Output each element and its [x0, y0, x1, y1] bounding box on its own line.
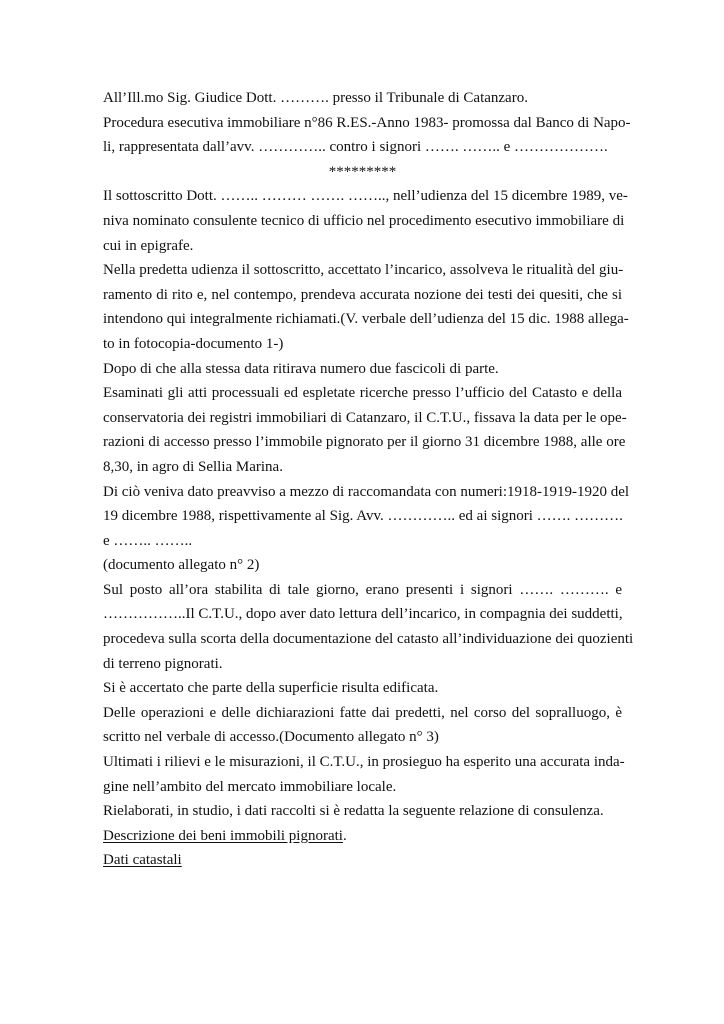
- body-line: cui in epigrafe.: [103, 237, 194, 254]
- body-line: ……………..Il C.T.U., dopo aver dato lettura dell’incarico, in compagnia dei suddetti,: [103, 606, 623, 623]
- section-heading-descrizione: Descrizione dei beni immobili pignorati: [103, 827, 343, 844]
- body-line: di terreno pignorati.: [103, 655, 223, 672]
- procedure-line: Procedura esecutiva immobiliare n°86 R.ES.-Anno 1983- promossa dal Banco di Napo-: [103, 114, 631, 131]
- body-line: scritto nel verbale di accesso.(Documento allegato n° 3): [103, 729, 439, 746]
- body-line: Il sottoscritto Dott. …….. ……… ……. …….., nell’udienza del 15 dicembre 1989, ve-: [103, 188, 628, 205]
- body-line: procedeva sulla scorta della documentazione del catasto all’individuazione dei quozienti: [103, 631, 634, 648]
- body-line: Si è accertato che parte della superficie risulta edificata.: [103, 680, 439, 697]
- body-line: Dopo di che alla stessa data ritirava numero due fascicoli di parte.: [103, 360, 499, 377]
- body-line: razioni di accesso presso l’immobile pignorato per il giorno 31 dicembre 1988, alle ore: [103, 434, 626, 451]
- section-heading-dati-catastali: Dati catastali: [103, 852, 182, 869]
- body-line: Ultimati i rilievi e le misurazioni, il C.T.U., in prosieguo ha esperito una accurata inda-: [103, 754, 625, 771]
- body-line: Rielaborati, in studio, i dati raccolti si è redatta la seguente relazione di consulenza.: [103, 803, 604, 820]
- addressee-line: All’Ill.mo Sig. Giudice Dott. ………. presso il Tribunale di Catanzaro.: [103, 90, 528, 106]
- body-line: ramento di rito e, nel contempo, prendeva accurata nozione dei testi dei quesiti, che si: [103, 286, 622, 303]
- body-line: Nella predetta udienza il sottoscritto, accettato l’incarico, assolveva le ritualità del giu-: [103, 262, 624, 279]
- body-line: Di ciò veniva dato preavviso a mezzo di raccomandata con numeri:1918-1919-1920 del: [103, 483, 630, 500]
- heading-period: .: [342, 827, 347, 844]
- section-separator: *********: [328, 163, 397, 180]
- body-line: 8,30, in agro di Sellia Marina.: [103, 458, 283, 475]
- body-line: 19 dicembre 1988, rispettivamente al Sig. Avv. ………….. ed ai signori ……. ……….: [103, 508, 623, 525]
- body-line: conservatoria dei registri immobiliari di Catanzaro, il C.T.U., fissava la data per le ope-: [103, 409, 627, 426]
- body-line: Sul posto all’ora stabilita di tale giorno, erano presenti i signori ……. ………. e: [103, 581, 622, 598]
- parties-line: li, rappresentata dall’avv. ………….. contro i signori ……. …….. e ……………….: [103, 139, 608, 156]
- body-line: intendono qui integralmente richiamati.(V. verbale dell’udienza del 15 dic. 1988 allega-: [103, 311, 629, 328]
- body-line: to in fotocopia-documento 1-): [103, 335, 284, 352]
- section-heading-line: [103, 848, 622, 873]
- body-line: Esaminati gli atti processuali ed espletate ricerche presso l’ufficio del Catasto e della: [103, 385, 622, 402]
- body-line: (documento allegato n° 2): [103, 557, 260, 574]
- section-heading-line: [103, 824, 622, 849]
- body-line: e …….. ……..: [103, 532, 193, 549]
- document-body: [103, 86, 634, 873]
- body-line: gine nell’ambito del mercato immobiliare locale.: [103, 778, 397, 795]
- body-line: niva nominato consulente tecnico di ufficio nel procedimento esecutivo immobiliare di: [103, 212, 625, 229]
- body-line: Delle operazioni e delle dichiarazioni fatte dai predetti, nel corso del sopralluogo, è: [103, 704, 622, 721]
